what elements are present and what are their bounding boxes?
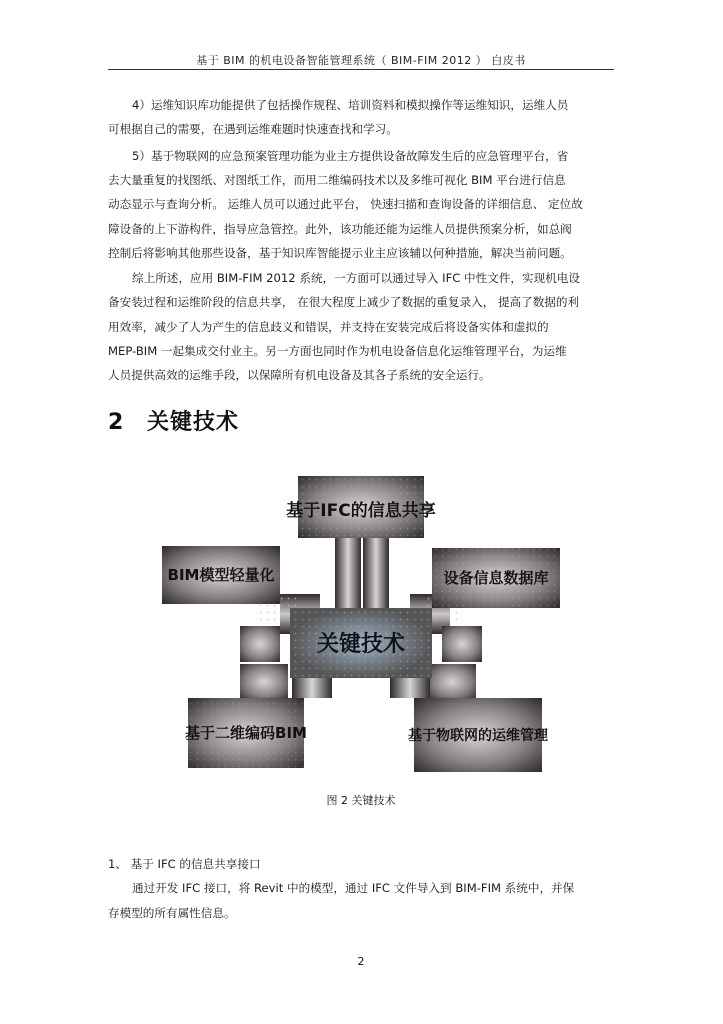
subsection-line: 通过开发 IFC 接口，将 Revit 中的模型，通过 IFC 文件导入到 BIM-FIM 系统中，并保 — [132, 881, 575, 895]
section-heading — [108, 405, 239, 436]
section-title: 关键技术 — [146, 410, 239, 435]
node-upper-left-label: BIM模型轻量化 — [167, 566, 275, 584]
paragraph-line: 4）运维知识库功能提供了包括操作规程、培训资料和模拟操作等运维知识，运维人员 — [132, 98, 569, 112]
node-lower-left-label: 基于二维编码BIM — [185, 724, 307, 742]
center-node-label: 关键技术 — [316, 632, 406, 657]
figure-caption: 图 2 关键技术 — [326, 794, 396, 807]
paragraph-line: 控制后将影响其他那些设备，基于知识库智能提示业主应该辅以何种措施，解决当前问题。 — [108, 246, 572, 260]
subsection-line: 存模型的所有属性信息。 — [108, 906, 236, 920]
paragraph-line: 备安装过程和运维阶段的信息共享， 在很大程度上减少了数据的重复录入， 提高了数据的利 — [108, 295, 580, 309]
node-lower-right — [408, 698, 549, 772]
node-top — [286, 476, 435, 538]
subsection-heading: 1、 基于 IFC 的信息共享接口 — [108, 857, 261, 871]
paragraph-line: 去大量重复的找图纸、对图纸工作，而用二维编码技术以及多维可视化 BIM 平台进行信息 — [108, 173, 566, 187]
center-node — [290, 608, 432, 678]
paragraph-line: 5）基于物联网的应急预案管理功能为业主方提供设备故障发生后的应急管理平台，省 — [132, 149, 569, 163]
key-technology-figure — [167, 476, 549, 772]
paragraph-line: 综上所述，应用 BIM-FIM 2012 系统，一方面可以通过导入 IFC 中性文件，实现机电设 — [132, 271, 580, 285]
paragraph-line: 人员提供高效的运维手段，以保障所有机电设备及其各子系统的安全运行。 — [108, 368, 491, 382]
section-number: 2 — [108, 410, 125, 435]
page-header: 基于 BIM 的机电设备智能管理系统（ BIM-FIM 2012 ） 白皮书 — [196, 54, 526, 67]
node-lower-right-label: 基于物联网的运维管理 — [408, 728, 548, 744]
paragraph-line: 动态显示与查询分析。 运维人员可以通过此平台， 快速扫描和查询设备的详细信息、 定位故 — [108, 197, 583, 211]
paragraph-line: 障设备的上下游构件，指导应急管控。此外，该功能还能为运维人员提供预案分析，如总阀 — [108, 222, 572, 236]
node-top-label: 基于IFC的信息共享 — [286, 501, 436, 521]
node-lower-left — [185, 698, 307, 768]
paragraph-line: 可根据自己的需要，在遇到运维难题时快速查找和学习。 — [108, 122, 398, 136]
paragraph-line: 用效率，减少了人为产生的信息歧义和错误，并支持在安装完成后将设备实体和虚拟的 — [108, 320, 549, 334]
page-number: 2 — [357, 955, 365, 968]
node-upper-left — [162, 546, 280, 604]
node-upper-right-label: 设备信息数据库 — [443, 569, 549, 587]
header-rule — [108, 69, 614, 70]
node-upper-right — [432, 548, 560, 608]
paragraph-line: MEP-BIM 一起集成交付业主。另一方面也同时作为机电设备信息化运维管理平台，为运维 — [108, 344, 567, 358]
